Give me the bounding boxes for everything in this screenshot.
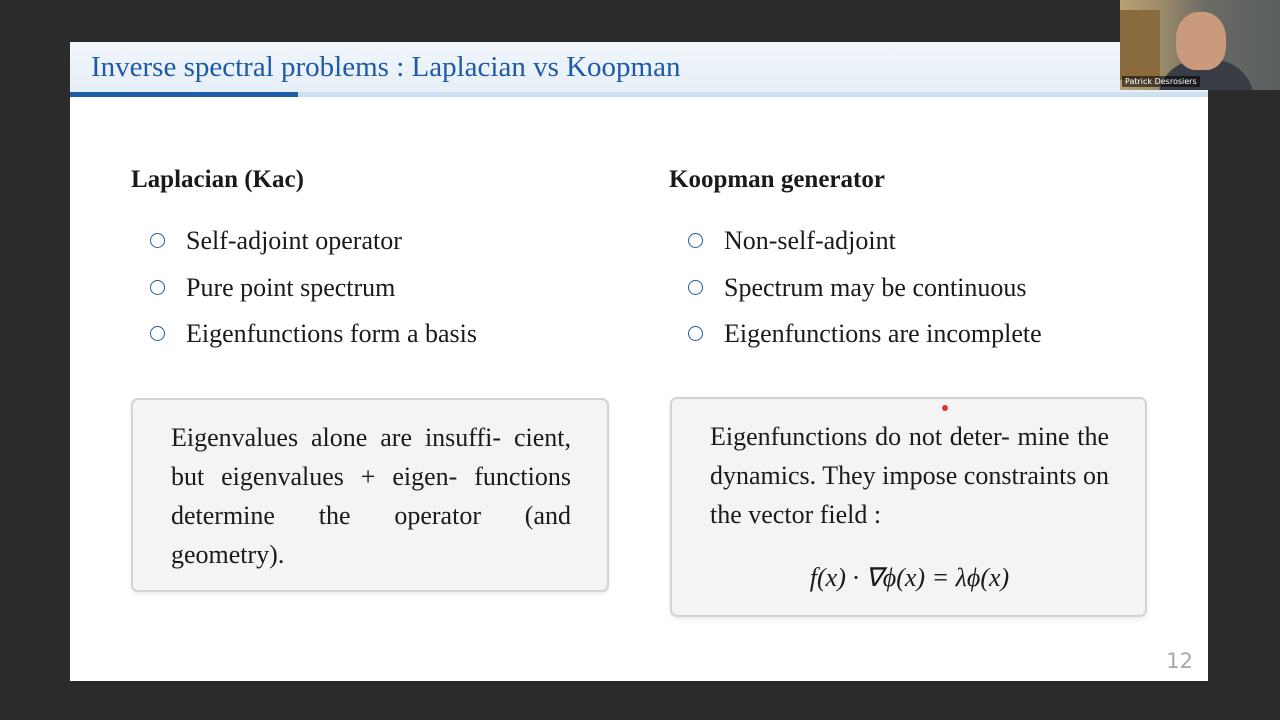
presentation-slide bbox=[70, 42, 1208, 681]
pointer-cursor-icon bbox=[942, 405, 948, 411]
koopman-callout-text: Eigenfunctions do not deter- mine the dynamics. They impose constraints on the vector field : bbox=[710, 422, 1109, 529]
circle-bullet-icon bbox=[688, 280, 703, 295]
circle-bullet-icon bbox=[688, 326, 703, 341]
slide-progress-bar bbox=[70, 92, 298, 97]
circle-bullet-icon bbox=[688, 233, 703, 248]
video-person-head bbox=[1176, 12, 1226, 70]
list-item: Non-self-adjoint bbox=[688, 226, 1042, 273]
eigenfunction-equation: f(x) · ∇ϕ(x) = λϕ(x) bbox=[809, 563, 1010, 592]
list-item: Self-adjoint operator bbox=[150, 226, 477, 273]
page-number: 12 bbox=[1166, 649, 1193, 673]
laplacian-heading: Laplacian (Kac) bbox=[131, 166, 304, 193]
participant-video-tile[interactable] bbox=[1120, 0, 1280, 90]
list-item: Eigenfunctions are incomplete bbox=[688, 319, 1042, 366]
slide-title: Inverse spectral problems : Laplacian vs Koopman bbox=[91, 51, 681, 83]
list-item: Pure point spectrum bbox=[150, 273, 477, 320]
circle-bullet-icon bbox=[150, 233, 165, 248]
list-item: Spectrum may be continuous bbox=[688, 273, 1042, 320]
circle-bullet-icon bbox=[150, 326, 165, 341]
laplacian-column bbox=[131, 166, 611, 348]
video-shelf bbox=[1120, 10, 1160, 80]
koopman-column bbox=[669, 166, 1149, 348]
laplacian-callout-box bbox=[131, 398, 609, 592]
laplacian-list bbox=[150, 226, 477, 366]
koopman-callout-box bbox=[670, 397, 1147, 617]
title-rule bbox=[70, 92, 1208, 97]
koopman-list bbox=[688, 226, 1042, 366]
laplacian-callout-text: Eigenvalues alone are insuffi- cient, but eigenvalues + eigen- functions determine the operator (and geometry). bbox=[171, 423, 571, 569]
circle-bullet-icon bbox=[150, 280, 165, 295]
participant-name-label: Patrick Desrosiers bbox=[1122, 76, 1200, 87]
koopman-heading: Koopman generator bbox=[669, 166, 885, 193]
list-item: Eigenfunctions form a basis bbox=[150, 319, 477, 366]
slide-title-bar bbox=[70, 42, 1208, 92]
